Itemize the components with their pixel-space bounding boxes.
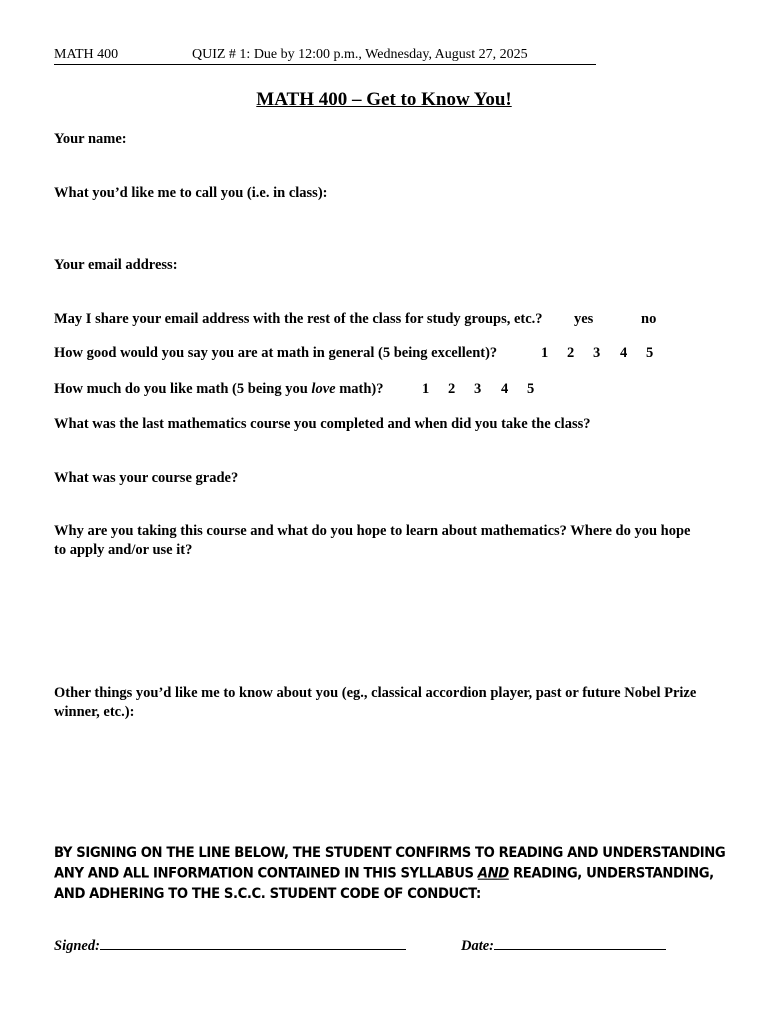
math-like-prefix: How much do you like math (5 being you — [54, 381, 312, 397]
question-email: Your email address: — [54, 257, 178, 273]
date-field — [461, 935, 666, 956]
math-like-suffix: math)? — [335, 381, 384, 397]
share-option-yes: yes — [574, 311, 594, 327]
skill-rating-3: 3 — [593, 345, 601, 361]
notice-text-part1: BY SIGNING ON THE LINE BELOW, THE STUDENT CONFIRMS TO READING AND UNDERSTANDING ANY AND ALL INFORMATION CONTAINED IN THIS SYLLABUS — [54, 845, 726, 882]
date-line[interactable] — [494, 935, 666, 950]
page-title-text: MATH 400 – Get to Know You! — [256, 89, 512, 110]
skill-rating-1: 1 — [541, 345, 549, 361]
question-math-skill: How good would you say you are at math in general (5 being excellent)? — [54, 345, 498, 361]
signature-field — [54, 935, 406, 956]
like-rating-4: 4 — [501, 381, 509, 397]
like-rating-1: 1 — [422, 381, 430, 397]
date-label: Date: — [461, 938, 495, 954]
question-why: Why are you taking this course and what do you hope to learn about mathematics? Where do you hope to apply and/or use it? — [54, 523, 691, 558]
question-share-email: May I share your email address with the rest of the class for study groups, etc.? — [54, 311, 543, 327]
like-rating-3: 3 — [474, 381, 482, 397]
question-other: Other things you’d like me to know about you (eg., classical accordion player, past or future Nobel Prize winner, etc.): — [54, 685, 697, 720]
skill-rating-4: 4 — [620, 345, 628, 361]
skill-rating-5: 5 — [646, 345, 654, 361]
like-rating-2: 2 — [448, 381, 456, 397]
signature-line[interactable] — [100, 935, 406, 950]
question-last-course: What was the last mathematics course you completed and when did you take the class? — [54, 416, 591, 432]
notice-emphasis: AND — [477, 865, 509, 882]
question-name: Your name: — [54, 131, 127, 147]
share-option-no: no — [641, 311, 657, 327]
skill-rating-2: 2 — [567, 345, 575, 361]
signature-notice — [54, 843, 734, 905]
question-grade: What was your course grade? — [54, 470, 239, 486]
page-title — [0, 88, 768, 112]
signed-label: Signed: — [54, 938, 100, 954]
like-rating-5: 5 — [527, 381, 535, 397]
quiz-due-line: QUIZ # 1: Due by 12:00 p.m., Wednesday, August 27, 2025 — [192, 47, 528, 62]
notice-text-part2: READING, UNDERSTANDING, AND ADHERING TO THE S.C.C. STUDENT CODE OF CONDUCT: — [54, 865, 714, 903]
question-math-like — [54, 380, 384, 399]
math-like-emphasis: love — [311, 381, 336, 397]
page-header — [54, 46, 596, 65]
course-code: MATH 400 — [54, 47, 119, 62]
question-nickname: What you’d like me to call you (i.e. in class): — [54, 185, 328, 201]
